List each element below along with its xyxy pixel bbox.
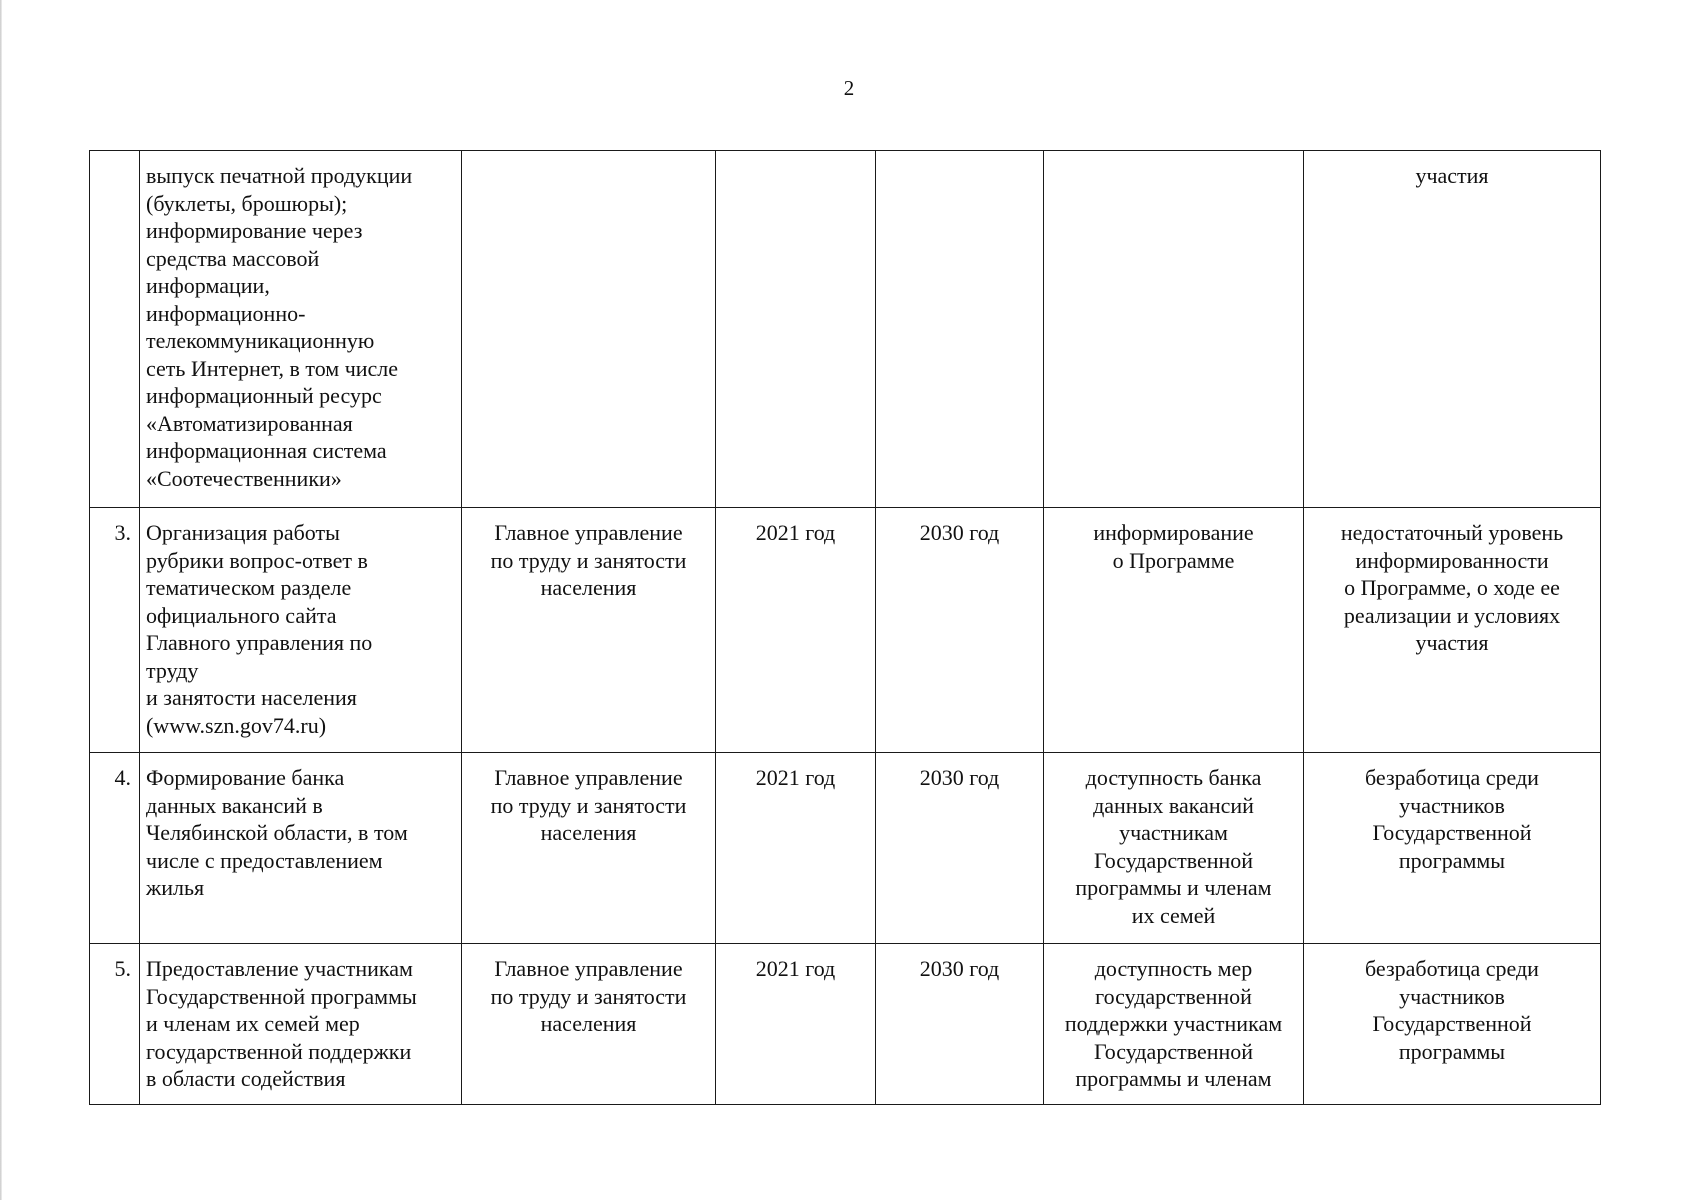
consequence: безработица среди участников Государственной программы [1304, 944, 1601, 1105]
row-number: 3. [90, 508, 140, 753]
executor: Главное управление по труду и занятости населения [462, 753, 716, 944]
measure-name: Предоставление участникам Государственной программы и членам их семей мер государственной поддержки в области содействия [140, 944, 462, 1105]
executor: Главное управление по труду и занятости населения [462, 508, 716, 753]
consequence: недостаточный уровень информированности о Программе, о ходе ее реализации и условиях участия [1304, 508, 1601, 753]
row-number: 4. [90, 753, 140, 944]
end-year: 2030 год [876, 944, 1044, 1105]
measure-name-text: выпуск печатной продукции (буклеты, брошюры); информирование через средства массовой информации, информационно- телекоммуникационную сеть Интернет, в том числе информационный ресурс «Автоматизированная информационная система «Соотечественники» [146, 163, 413, 491]
row-number [90, 151, 140, 508]
consequence: безработица среди участников Государственной программы [1304, 753, 1601, 944]
start-year: 2021 год [716, 753, 876, 944]
page-number: 2 [843, 76, 855, 100]
expected-result: доступность мер государственной поддержки участникам Государственной программы и членам [1044, 944, 1304, 1105]
expected-result: информирование о Программе [1044, 508, 1304, 753]
scan-edge [0, 0, 2, 1200]
executor [462, 151, 716, 508]
end-year: 2030 год [876, 508, 1044, 753]
measures-table [89, 150, 1601, 1105]
table-row [90, 508, 1601, 753]
executor: Главное управление по труду и занятости населения [462, 944, 716, 1105]
expected-result: доступность банка данных вакансий участникам Государственной программы и членам их семей [1044, 753, 1304, 944]
start-year: 2021 год [716, 944, 876, 1105]
measure-name [140, 151, 462, 508]
expected-result [1044, 151, 1304, 508]
table-row [90, 753, 1601, 944]
start-year: 2021 год [716, 508, 876, 753]
end-year [876, 151, 1044, 508]
measure-name: Формирование банка данных вакансий в Челябинской области, в том числе с предоставлением жилья [140, 753, 462, 944]
row-number: 5. [90, 944, 140, 1105]
table-row [90, 944, 1601, 1105]
end-year: 2030 год [876, 753, 1044, 944]
measure-name: Организация работы рубрики вопрос-ответ в тематическом разделе официального сайта Главного управления по труду и занятости населения (www.szn.gov74.ru) [140, 508, 462, 753]
table-row [90, 151, 1601, 508]
consequence: участия [1304, 151, 1601, 508]
start-year [716, 151, 876, 508]
